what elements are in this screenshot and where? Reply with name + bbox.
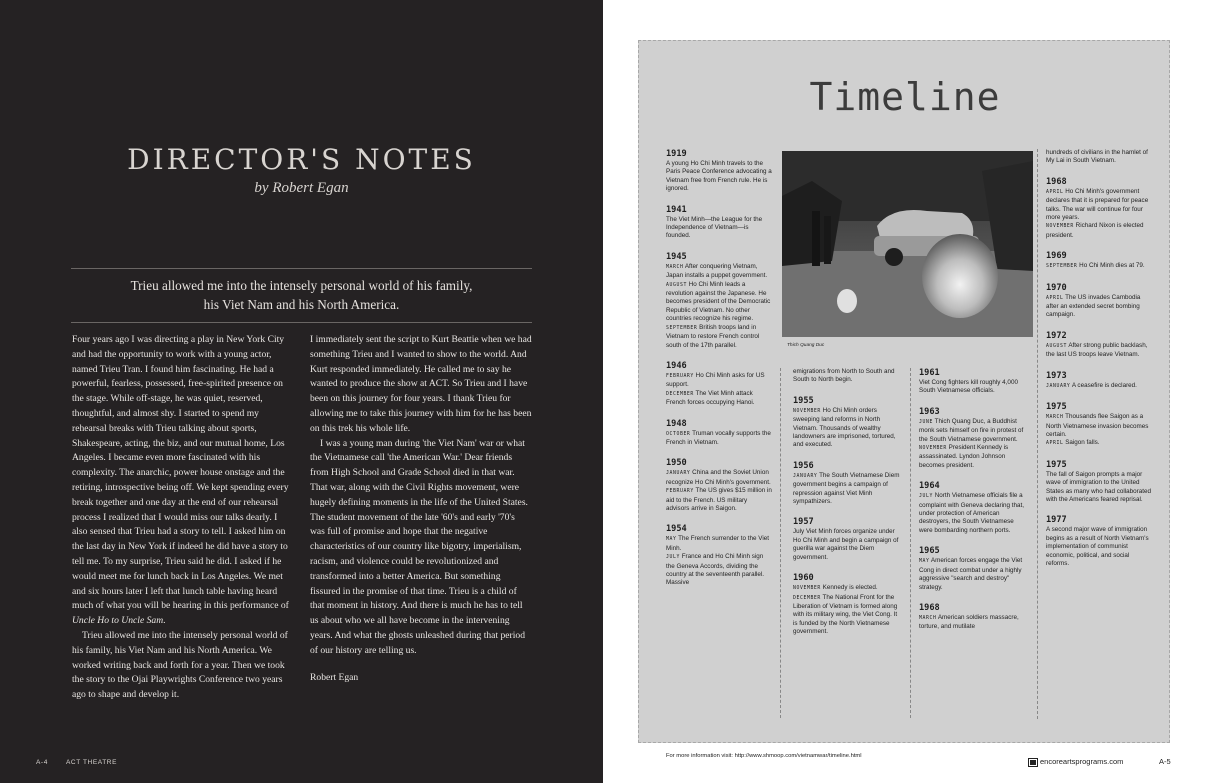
timeline-month: MARCH: [1046, 415, 1064, 421]
timeline-event: [1046, 188, 1152, 223]
paragraph: Trieu allowed me into the intensely personal world of his family, his Viet Nam and his North America. We worked writing back and forth for a year. Then we took the story to the Ojai Playwrights Conference two years ago to shape and develop it.: [72, 629, 288, 701]
timeline-event: [1046, 526, 1152, 568]
photo-caption: Thich Quang Duc: [787, 343, 825, 348]
timeline-month: APRIL: [1046, 189, 1064, 195]
timeline-event: [919, 492, 1027, 535]
timeline-year: 1950: [666, 458, 687, 469]
timeline-month: DECEMBER: [666, 391, 694, 397]
timeline-event: [666, 281, 772, 324]
timeline-month: OCTOBER: [666, 431, 691, 437]
byline: by Robert Egan: [254, 180, 349, 196]
timeline-text: North Vietnamese officials file a complaint with Geneva declaring that, under protection of American destroyers, the South Vietnamese were bombarding northern ports.: [919, 492, 1025, 534]
timeline-year: 1956: [793, 460, 814, 471]
signature: Robert Egan: [310, 671, 359, 683]
timeline-text: The French surrender to the Viet Minh.: [666, 535, 769, 552]
timeline-month: FEBRUARY: [666, 373, 694, 379]
timeline-entry: [666, 458, 772, 513]
timeline-year: 1975: [1046, 459, 1067, 470]
timeline-text: American forces engage the Viet Cong in direct combat under a highly aggressive "search and destroy" strategy.: [919, 557, 1023, 591]
footer-page-number: A-5: [1159, 757, 1171, 766]
timeline-text: President Kennedy is assassinated. Lyndon Johnson becomes president.: [919, 444, 1009, 469]
timeline-month: JANUARY: [1046, 383, 1071, 389]
timeline-month: NOVEMBER: [793, 408, 821, 414]
timeline-entry: [666, 524, 772, 587]
pull-quote: [71, 268, 532, 323]
timeline-year: 1961: [919, 368, 940, 378]
timeline-text: Ho Chi Minh's government declares that it is prepared for peace talks. The war will continue for four more years.: [1046, 187, 1149, 222]
column-divider: [1037, 149, 1038, 719]
footer-page-number: A-4: [36, 759, 48, 766]
timeline-text: The National Front for the Liberation of Vietnam is formed along with its military wing, the Viet Cong. It is funded by the North Vietnamese government.: [793, 593, 898, 636]
timeline-month: JULY: [666, 555, 680, 561]
timeline-text: Ho Chi Minh leads a revolution against the Japanese. He becomes president of the Democratic Republic of Vietnam. No other countries recognize his regime.: [666, 280, 771, 323]
page-title: DIRECTOR'S NOTES: [127, 143, 476, 176]
timeline-year: 1964: [919, 481, 940, 492]
timeline-event: [666, 535, 772, 553]
timeline-month: MARCH: [666, 264, 684, 270]
footer-org: ACT THEATRE: [66, 759, 118, 766]
timeline-entry: [919, 368, 1027, 396]
timeline-entry: [666, 419, 772, 448]
photo-burning-monk: [782, 151, 1033, 337]
timeline-entry: [919, 407, 1027, 470]
timeline-text: Richard Nixon is elected president.: [1046, 222, 1144, 239]
timeline-entry: [919, 481, 1027, 535]
timeline-text: After conquering Vietnam, Japan installs a puppet government.: [666, 262, 768, 280]
timeline-entry: [793, 396, 903, 450]
timeline-event: [666, 324, 772, 350]
timeline-event: [1046, 294, 1152, 320]
timeline-entry: [1046, 283, 1152, 320]
timeline-event: [666, 216, 772, 241]
timeline-month: MAY: [666, 537, 677, 543]
timeline-month: AUGUST: [666, 282, 687, 288]
timeline-text: China and the Soviet Union recognize Ho Chi Minh's government.: [666, 469, 771, 486]
body-column-2: [310, 333, 532, 685]
timeline-event: [793, 472, 903, 507]
timeline-event: [793, 584, 903, 593]
timeline-text: The Viet Minh—the League for the Independence of Vietnam—is founded.: [666, 215, 763, 240]
timeline-text: France and Ho Chi Minh sign the Geneva Accords, dividing the country at the seventeenth parallel. Massive: [666, 553, 765, 587]
paragraph-text: Four years ago I was directing a play in New York City and had the opportunity to work with a young actor, named Trieu Tran. I found him fascinating. He had a powerful, fearless, possessed, free-spirited presence on the stage. While off-stage, he was quiet, reserved, thoughtful, and almost shy. I started to spend my rehearsal breaks with Trieu talking about sports, Shakespeare, acting, the biz, and our mutual home, Los Angeles. I became even more fascinated with his complexity. The anarchic, power house onstage and the retiring, introspective being off. We kept spending every break together and one day at the end of our rehearsal process I realized that I would miss our talks dearly. I also sensed that Trieu had a story to tell. I asked him on the last day in New York if indeed he did have a story to tell me. To my surprise, Trieu said he did. I asked if he would meet me for lunch back in Los Angeles. We met and six hours later I left that lunch table having heard much of what you will be hearing in this performance of: [72, 334, 289, 612]
timeline-entry: [919, 603, 1027, 632]
timeline-text: After strong public backlash, the last US troops leave Vietnam.: [1046, 341, 1148, 359]
timeline-text: Thich Quang Duc, a Buddhist monk sets himself on fire in protest of the South Vietnamese government.: [919, 417, 1024, 443]
timeline-year: 1954: [666, 524, 687, 535]
timeline-year: 1977: [1046, 515, 1067, 526]
timeline-month: SEPTEMBER: [1046, 264, 1078, 270]
paragraph: I immediately sent the script to Kurt Beattie when we had something Trieu and I wanted to show to the world. And Kurt responded immediately. He called me to say he wanted to produce the show at ACT. So Trieu and I have been on this journey for four years. I thank Trieu for allowing me to take this journey with him for he has been on this trek his whole life.: [310, 334, 532, 434]
timeline-month: NOVEMBER: [793, 586, 821, 592]
timeline-entry: [666, 361, 772, 408]
timeline-year: 1968: [919, 602, 940, 613]
timeline-text: July Viet Minh forces organize under Ho Chi Minh and begin a campaign of guerilla war against the Diem government.: [793, 528, 899, 561]
timeline-event: [793, 407, 903, 450]
photo-image: [782, 151, 1033, 337]
timeline-text: Ho Chi Minh dies at 79.: [1079, 262, 1145, 270]
timeline-text: A young Ho Chi Minh travels to the Paris Peace Conference advocating a Vietnam free from French rule. He is ignored.: [666, 160, 772, 193]
timeline-text: Viet Cong fighters kill roughly 4,000 South Vietnamese officials.: [919, 379, 1018, 395]
timeline-month: FEBRUARY: [666, 489, 694, 495]
timeline-year: 1948: [666, 418, 687, 429]
timeline-event: [666, 469, 772, 487]
timeline-year: 1970: [1046, 282, 1067, 293]
paragraph: I was a young man during 'the Viet Nam' war or what the Vietnamese call 'the American War.' Dear friends from High School and Grade School died in that war. That war, along with the Civil Rights movement, were hugely defining moments in the life of the United States. The student movement of the late '60's and early '70's was full of promise and hope that the negative characteristics of our country like bigotry, imperialism, racism, and violence could be revolutionized and transformed into a better America. But something fissured in the promise of that time. Trieu is a child of that moment in history. And there is much he has to tell us about who we all have become in the intervening years. And what the ghosts unleashed during that period of our history are telling us.: [310, 437, 528, 656]
column-divider: [780, 368, 781, 718]
footer-website: encoreartsprograms.com: [1040, 757, 1124, 766]
timeline-text: emigrations from North to South and South to North begin.: [793, 368, 895, 384]
timeline-text: Kennedy is elected.: [822, 584, 878, 592]
timeline-event: [1046, 382, 1152, 391]
timeline-text: The Viet Minh attack French forces occupying Hanoi.: [666, 389, 755, 407]
timeline-event: [666, 390, 772, 408]
body-column-1: [72, 333, 294, 703]
timeline-entry: [666, 252, 772, 350]
more-info-link: For more information visit: http://www.shmoop.com/vietnamwar/timeline.html: [666, 753, 862, 759]
timeline-column-4: [1046, 149, 1152, 579]
timeline-event: [666, 372, 772, 390]
timeline-event: [1046, 471, 1152, 505]
timeline-text: The US gives $15 million in aid to the French. US military advisors arrive in Saigon.: [666, 487, 772, 512]
column-divider: [910, 368, 911, 718]
timeline-event: [919, 444, 1027, 470]
timeline-month: MAY: [919, 559, 930, 565]
timeline-text: hundreds of civilians in the hamlet of My Lai in South Vietnam.: [1046, 149, 1148, 165]
timeline-month: SEPTEMBER: [666, 325, 698, 331]
timeline-text: A second major wave of immigration begins as a result of North Vietnam's implementation of communist economic, political, and social reforms.: [1046, 526, 1149, 567]
timeline-text: British troops land in Vietnam to restore French control south of the 17th parallel.: [666, 323, 760, 349]
timeline-year: 1957: [793, 517, 814, 528]
timeline-text: Saigon falls.: [1065, 439, 1100, 447]
pull-quote-line-1: Trieu allowed me into the intensely personal world of his family,: [130, 278, 473, 293]
timeline-month: MARCH: [919, 615, 937, 621]
timeline-year: 1919: [666, 149, 687, 159]
timeline-column-1: [666, 149, 772, 599]
timeline-year: 1941: [666, 204, 687, 215]
timeline-month: JUNE: [919, 419, 933, 425]
timeline-entry: [793, 368, 903, 385]
timeline-month: JANUARY: [666, 471, 691, 477]
timeline-event: [666, 430, 772, 448]
timeline-year: 1963: [919, 406, 940, 417]
paragraph: [72, 333, 294, 629]
timeline-text: Truman vocally supports the French in Vietnam.: [666, 429, 771, 446]
timeline-column-2: [793, 368, 903, 648]
timeline-entry: [666, 205, 772, 241]
timeline-event: [793, 594, 903, 637]
timeline-entry: [1046, 149, 1152, 166]
timeline-entry: [1046, 177, 1152, 240]
timeline-year: 1945: [666, 251, 687, 262]
timeline-month: DECEMBER: [793, 595, 821, 601]
timeline-month: NOVEMBER: [919, 446, 947, 452]
timeline-year: 1969: [1046, 251, 1067, 262]
timeline-event: [1046, 149, 1152, 166]
timeline-year: 1975: [1046, 402, 1067, 413]
timeline-text: A ceasefire is declared.: [1071, 381, 1137, 389]
timeline-event: [793, 368, 903, 385]
timeline-entry: [1046, 371, 1152, 391]
timeline-event: [919, 557, 1027, 592]
timeline-month: JANUARY: [793, 473, 818, 479]
timeline-text: The South Vietnamese Diem government begins a campaign of repression against Viet Minh sympathizers.: [793, 471, 900, 506]
right-page: [603, 0, 1206, 783]
pull-quote-line-2: his Viet Nam and his North America.: [203, 297, 400, 312]
timeline-text: American soldiers massacre, torture, and mutilate: [919, 613, 1019, 631]
timeline-entry: [793, 517, 903, 562]
encore-logo-icon: [1028, 758, 1038, 767]
timeline-entry: [919, 546, 1027, 592]
timeline-month: AUGUST: [1046, 343, 1067, 349]
timeline-event: [793, 528, 903, 562]
timeline-entry: [793, 573, 903, 636]
timeline-month: APRIL: [1046, 441, 1064, 447]
timeline-event: [1046, 222, 1152, 240]
timeline-text: Ho Chi Minh asks for US support.: [666, 371, 765, 389]
timeline-month: NOVEMBER: [1046, 224, 1074, 230]
timeline-event: [919, 379, 1027, 396]
timeline-entry: [1046, 515, 1152, 568]
timeline-text: The fall of Saigon prompts a major wave of immigration to the United States as many who had collaborated with the Americans feared reprisal.: [1046, 470, 1152, 503]
timeline-event: [666, 263, 772, 281]
timeline-month: JULY: [919, 494, 933, 500]
timeline-event: [666, 553, 772, 588]
timeline-year: 1960: [793, 573, 814, 584]
timeline-text: Thousands flee Saigon as a North Vietnamese invasion becomes certain.: [1046, 413, 1149, 438]
timeline-year: 1965: [919, 546, 940, 557]
timeline-event: [919, 614, 1027, 632]
timeline-year: 1946: [666, 360, 687, 371]
timeline-entry: [793, 461, 903, 507]
timeline-event: [1046, 439, 1152, 448]
timeline-year: 1972: [1046, 330, 1067, 341]
timeline-event: [1046, 342, 1152, 360]
timeline-text: Ho Chi Minh orders sweeping land reforms in North Vietnam. Thousands of wealthy landowners are imprisoned, tortured, and executed.: [793, 406, 896, 449]
timeline-month: APRIL: [1046, 295, 1064, 301]
timeline-year: 1955: [793, 395, 814, 406]
timeline-panel: [638, 40, 1170, 759]
play-title: Uncle Ho to Uncle Sam: [72, 615, 164, 627]
timeline-year: 1968: [1046, 176, 1067, 187]
timeline-event: [666, 160, 772, 194]
timeline-title: Timeline: [809, 75, 1001, 119]
timeline-year: 1973: [1046, 370, 1067, 381]
timeline-entry: [1046, 331, 1152, 360]
timeline-entry: [1046, 251, 1152, 271]
timeline-event: [919, 418, 1027, 444]
timeline-event: [1046, 413, 1152, 439]
timeline-entry: [666, 149, 772, 194]
timeline-entry: [1046, 402, 1152, 449]
timeline-text: The US invades Cambodia after an extended secret bombing campaign.: [1046, 293, 1141, 319]
timeline-event: [666, 487, 772, 513]
timeline-event: [1046, 262, 1152, 271]
timeline-column-3: [919, 368, 1027, 643]
timeline-entry: [1046, 460, 1152, 505]
paragraph-end: .: [163, 615, 166, 627]
